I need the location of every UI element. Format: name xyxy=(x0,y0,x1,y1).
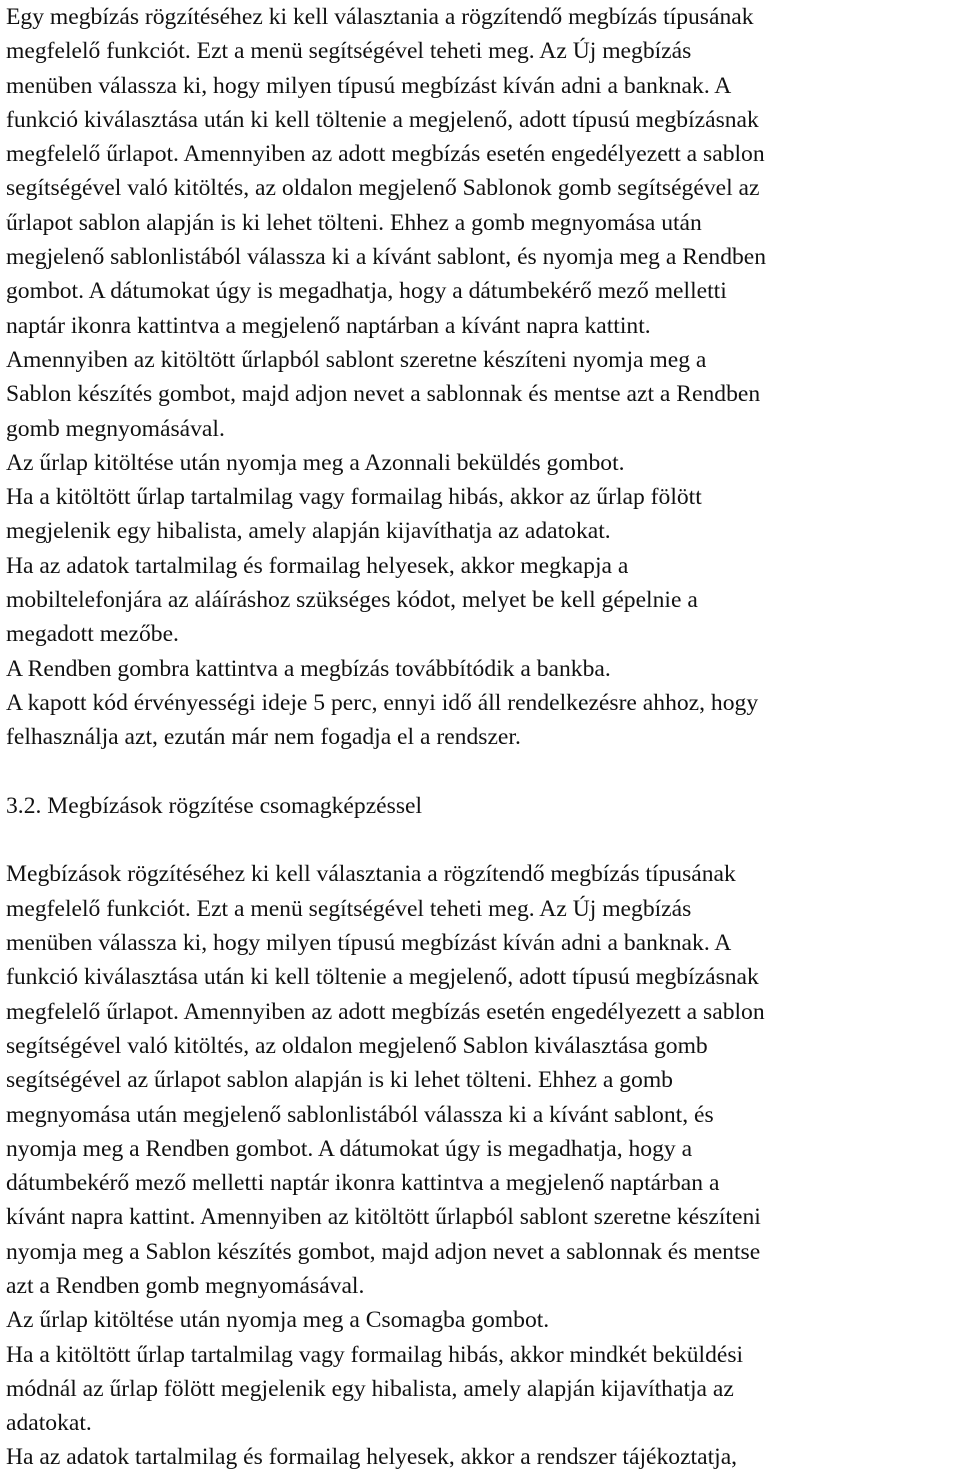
text-line: Ha az adatok tartalmilag és formailag helyesek, akkor megkapja a xyxy=(6,552,629,579)
text-line: nyomja meg a Rendben gombot. A dátumokat úgy is megadhatja, hogy a xyxy=(6,1135,693,1162)
text-line: A Rendben gombra kattintva a megbízás továbbítódik a bankba. xyxy=(6,655,611,682)
text-line: módnál az űrlap fölött megjelenik egy hibalista, amely alapján kijavíthatja az xyxy=(6,1375,734,1402)
text-line: megjelenik egy hibalista, amely alapján kijavíthatja az adatokat. xyxy=(6,518,611,545)
text-line: űrlapot sablon alapján is ki lehet tölteni. Ehhez a gomb megnyomása után xyxy=(6,209,702,236)
text-line: Egy megbízás rögzítéséhez ki kell választania a rögzítendő megbízás típusának xyxy=(6,4,754,30)
text-line: megadott mezőbe. xyxy=(6,621,179,648)
text-line: nyomja meg a Sablon készítés gombot, majd adjon nevet a sablonnak és mentse xyxy=(6,1238,761,1265)
section-heading: 3.2. Megbízások rögzítése csomagképzéssel xyxy=(6,792,423,819)
text-line: Ha a kitöltött űrlap tartalmilag vagy formailag hibás, akkor mindkét beküldési xyxy=(6,1341,744,1368)
text-line: megfelelő funkciót. Ezt a menü segítségével teheti meg. Az Új megbízás xyxy=(6,38,692,65)
text-line: gomb megnyomásával. xyxy=(6,415,225,442)
section-2-text xyxy=(6,857,960,1474)
text-line: megjelenő sablonlistából válassza ki a kívánt sablont, és nyomja meg a Rendben xyxy=(6,244,767,271)
text-line: segítségével az űrlapot sablon alapján is ki lehet tölteni. Ehhez a gomb xyxy=(6,1067,673,1094)
text-line: adatokat. xyxy=(6,1410,92,1437)
text-line: azt a Rendben gomb megnyomásával. xyxy=(6,1272,365,1299)
text-line: naptár ikonra kattintva a megjelenő naptárban a kívánt napra kattint. xyxy=(6,312,651,339)
text-line: gombot. A dátumokat úgy is megadhatja, hogy a dátumbekérő mező melletti xyxy=(6,278,727,305)
text-line: segítségével való kitöltés, az oldalon megjelenő Sablon kiválasztása gomb xyxy=(6,1032,708,1059)
text-line: felhasználja azt, ezután már nem fogadja el a rendszer. xyxy=(6,724,521,751)
text-line: megnyomása után megjelenő sablonlistából válassza ki a kívánt sablont, és xyxy=(6,1101,714,1128)
text-line: mobiltelefonjára az aláíráshoz szükséges kódot, melyet be kell gépelnie a xyxy=(6,587,698,614)
text-line: A kapott kód érvényességi ideje 5 perc, ennyi idő áll rendelkezésre ahhoz, hogy xyxy=(6,689,759,716)
text-line: kívánt napra kattint. Amennyiben az kitöltött űrlapból sablont szeretne készíteni xyxy=(6,1204,761,1231)
text-line: segítségével való kitöltés, az oldalon megjelenő Sablonok gomb segítségével az xyxy=(6,175,760,202)
text-line: Amennyiben az kitöltött űrlapból sablont szeretne készíteni nyomja meg a xyxy=(6,346,707,373)
text-line: megfelelő űrlapot. Amennyiben az adott megbízás esetén engedélyezett a sablon xyxy=(6,141,765,168)
text-line: megfelelő funkciót. Ezt a menü segítségével teheti meg. Az Új megbízás xyxy=(6,895,692,922)
text-line: Ha a kitöltött űrlap tartalmilag vagy formailag hibás, akkor az űrlap fölött xyxy=(6,484,702,511)
section-1-text xyxy=(6,0,960,755)
text-line: Ha az adatok tartalmilag és formailag helyesek, akkor a rendszer tájékoztatja, xyxy=(6,1444,738,1471)
blank-line xyxy=(6,755,960,789)
text-line: Megbízások rögzítéséhez ki kell választania a rögzítendő megbízás típusának xyxy=(6,861,736,888)
text-line: Az űrlap kitöltése után nyomja meg a Csomagba gombot. xyxy=(6,1307,550,1334)
text-line: menüben válassza ki, hogy milyen típusú megbízást kíván adni a banknak. A xyxy=(6,930,732,957)
text-line: dátumbekérő mező melletti naptár ikonra kattintva a megjelenő naptárban a xyxy=(6,1170,720,1197)
text-line: menüben válassza ki, hogy milyen típusú megbízást kíván adni a banknak. A xyxy=(6,72,732,99)
text-line: Sablon készítés gombot, majd adjon nevet a sablonnak és mentse azt a Rendben xyxy=(6,381,761,408)
text-line: funkció kiválasztása után ki kell töltenie a megjelenő, adott típusú megbízásnak xyxy=(6,106,759,133)
blank-line xyxy=(6,823,960,857)
text-line: funkció kiválasztása után ki kell töltenie a megjelenő, adott típusú megbízásnak xyxy=(6,964,759,991)
text-line: Az űrlap kitöltése után nyomja meg a Azonnali beküldés gombot. xyxy=(6,449,625,476)
text-line: megfelelő űrlapot. Amennyiben az adott megbízás esetén engedélyezett a sablon xyxy=(6,998,765,1025)
document-page xyxy=(6,0,960,1475)
